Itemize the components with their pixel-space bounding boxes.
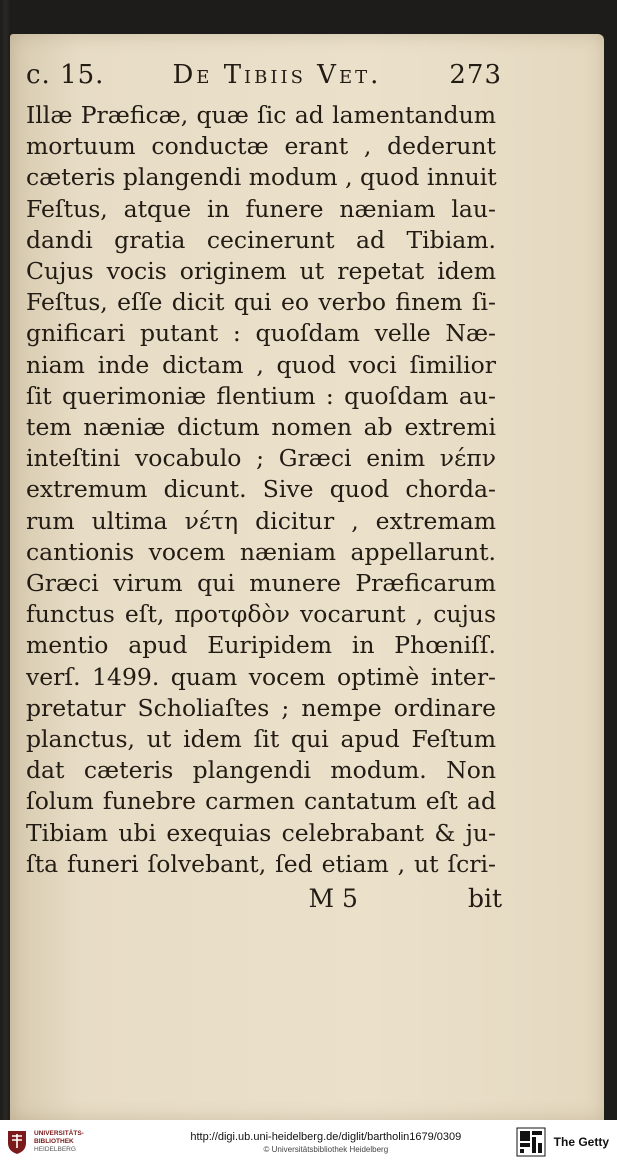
text-line: dandi gratia cecinerunt ad Tibiam. — [26, 225, 496, 254]
text-line: ſit querimoniæ flentium : quoſdam au- — [26, 381, 496, 410]
copyright-notice: © Universitätsbibliothek Heidelberg — [263, 1144, 389, 1154]
text-line: cantionis vocem næniam appellarunt. — [26, 537, 496, 566]
text-line: mentio apud Euripidem in Phœniſſ. — [26, 631, 496, 660]
getty-logo-icon — [516, 1127, 546, 1157]
text-line: tem næniæ dictum nomen ab extremi — [26, 413, 496, 442]
text-line: gnificari putant : quoſdam velle Næ- — [26, 319, 496, 348]
chapter-label: c. 15. — [26, 60, 105, 90]
citation-info — [136, 1131, 516, 1154]
text-line: ſta funeri ſolvebant, ſed etiam , ut ſcri- — [26, 849, 496, 878]
text-line: inteſtini vocabulo ; Græci enim νέπν — [26, 444, 496, 473]
page-number: 273 — [449, 60, 502, 90]
partner-logo[interactable] — [516, 1127, 609, 1157]
library-crest-icon — [6, 1129, 28, 1155]
text-line: Tibiam ubi exequias celebrabant & ju- — [26, 818, 496, 847]
text-line: rum ultima νέτη dicitur , extremam — [26, 506, 496, 535]
book-page — [10, 34, 604, 1120]
running-title: De Tibiis Vet. — [172, 60, 382, 90]
text-line: planctus, ut idem ſit qui apud Feſtum — [26, 725, 496, 754]
text-line: Illæ Præficæ, quæ ſic ad lamentandum — [26, 101, 496, 129]
text-line: niam inde dictam , quod voci ſimilior — [26, 350, 496, 379]
text-line: functus eſt, προτφδὸν vocarunt , cujus — [26, 600, 496, 629]
signature-mark: M 5 — [308, 884, 358, 914]
viewer-bottom-bar — [0, 1120, 617, 1164]
page-footer — [26, 884, 502, 913]
text-line: mortuum conductæ erant , dederunt — [26, 132, 496, 161]
permalink[interactable]: http://digi.ub.uni-heidelberg.de/diglit/bartholin1679/0309 — [190, 1130, 462, 1143]
text-line: dat cæteris plangendi modum. Non — [26, 756, 496, 785]
text-line: Feſtus, eſſe dicit qui eo verbo finem ſi- — [26, 288, 496, 317]
catchword: bit — [467, 884, 502, 914]
library-logo[interactable] — [6, 1129, 136, 1155]
partner-name: The Getty — [553, 1135, 609, 1149]
text-line: Cujus vocis originem ut repetat idem — [26, 257, 496, 286]
text-line: ſolum funebre carmen cantatum eſt ad — [26, 787, 496, 816]
running-head — [26, 60, 502, 100]
page-content — [26, 60, 502, 913]
text-line: extremum dicunt. Sive quod chorda- — [26, 475, 496, 504]
body-text — [26, 100, 502, 880]
text-line: verſ. 1499. quam vocem optimè inter- — [26, 662, 496, 691]
library-name: UNIVERSITÄTS- BIBLIOTHEK HEIDELBERG — [34, 1130, 84, 1153]
text-line: pretatur Scholiaſtes ; nempe ordinare — [26, 693, 496, 722]
text-line: Feſtus, atque in funere næniam lau- — [26, 194, 496, 223]
text-line: cæteris plangendi modum , quod innuit — [26, 163, 497, 192]
text-line: Græci virum qui munere Præficarum — [26, 569, 496, 598]
